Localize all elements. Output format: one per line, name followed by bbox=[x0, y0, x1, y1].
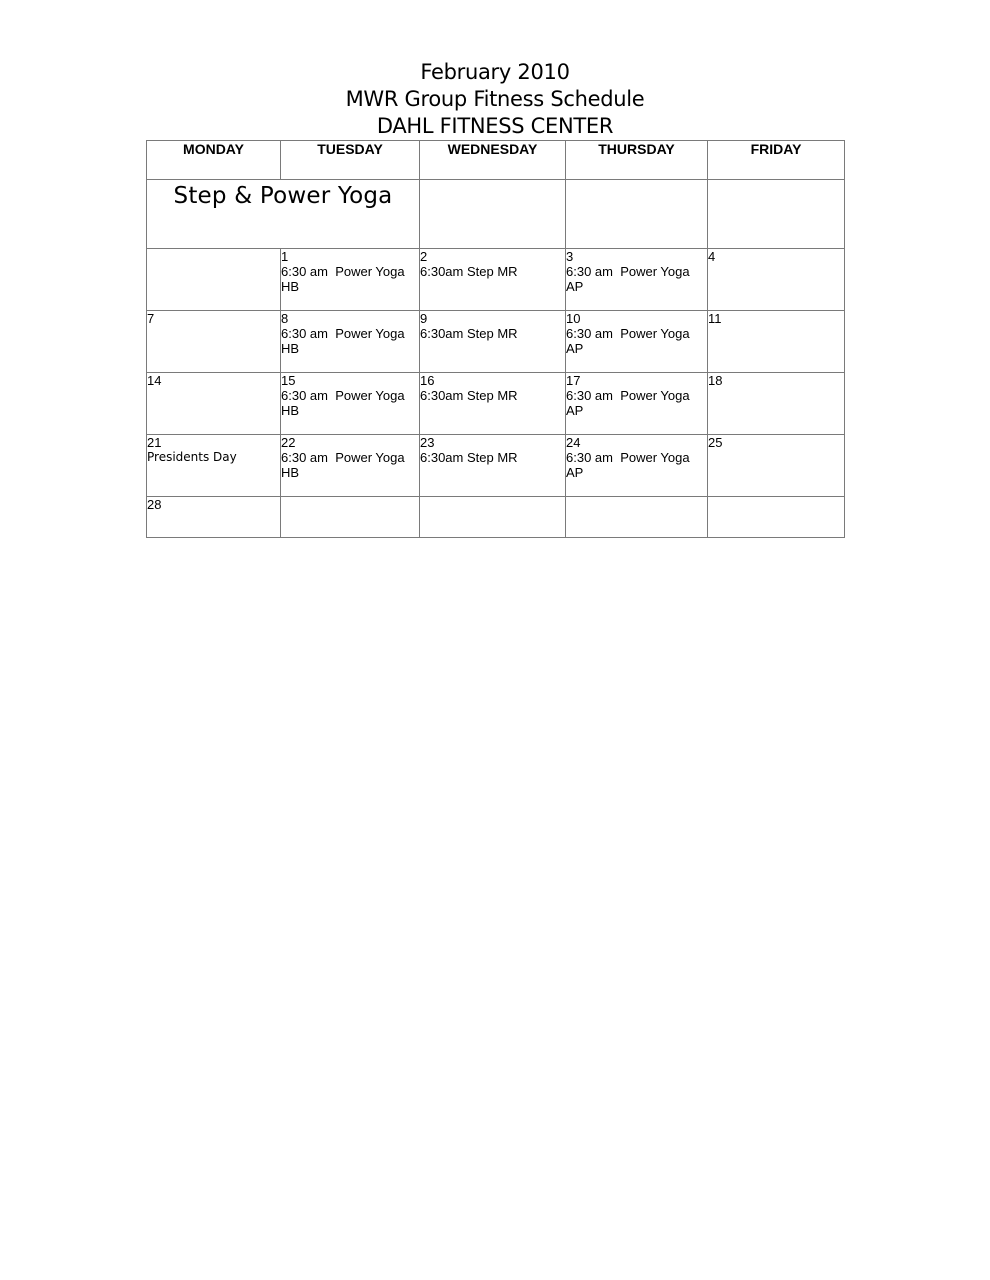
instructor: HB bbox=[281, 403, 300, 418]
class-entry: 6:30 am Power Yoga bbox=[566, 388, 690, 403]
day-cell-thursday bbox=[566, 249, 708, 311]
day-number: 9 bbox=[420, 311, 428, 326]
day-cell-monday bbox=[147, 497, 281, 538]
class-entry: 6:30 am Power Yoga bbox=[566, 264, 690, 279]
day-header-row bbox=[147, 141, 845, 180]
header-monday: MONDAY bbox=[147, 141, 281, 180]
day-number: 4 bbox=[708, 249, 716, 264]
day-cell-monday bbox=[147, 373, 281, 435]
week-row bbox=[147, 249, 845, 311]
empty-cell bbox=[420, 180, 566, 249]
holiday-label: Presidents Day bbox=[147, 450, 237, 464]
day-number: 15 bbox=[281, 373, 296, 388]
day-cell-tuesday bbox=[281, 249, 420, 311]
title-month: February 2010 bbox=[420, 60, 570, 84]
day-number: 23 bbox=[420, 435, 435, 450]
title-location: DAHL FITNESS CENTER bbox=[376, 114, 614, 138]
day-cell-wednesday bbox=[420, 373, 566, 435]
day-cell-tuesday bbox=[281, 373, 420, 435]
day-number: 21 bbox=[147, 435, 162, 450]
day-number: 7 bbox=[147, 311, 155, 326]
instructor: AP bbox=[566, 465, 584, 480]
class-entry: 6:30 am Power Yoga bbox=[566, 326, 690, 341]
class-entry: 6:30 am Power Yoga bbox=[281, 264, 405, 279]
class-entry: 6:30am Step MR bbox=[420, 326, 518, 341]
day-cell-friday bbox=[708, 311, 845, 373]
day-cell-thursday bbox=[566, 311, 708, 373]
day-number: 14 bbox=[147, 373, 162, 388]
instructor: HB bbox=[281, 341, 300, 356]
week-row bbox=[147, 311, 845, 373]
day-number: 22 bbox=[281, 435, 296, 450]
day-cell-monday bbox=[147, 435, 281, 497]
banner-row bbox=[147, 180, 845, 249]
class-entry: 6:30 am Power Yoga bbox=[281, 388, 405, 403]
empty-cell bbox=[420, 497, 566, 538]
class-entry: 6:30 am Power Yoga bbox=[281, 450, 405, 465]
week-row bbox=[147, 497, 845, 538]
header-tuesday: TUESDAY bbox=[281, 141, 420, 180]
day-number: 3 bbox=[566, 249, 574, 264]
empty-cell bbox=[708, 497, 845, 538]
header-friday: FRIDAY bbox=[708, 141, 845, 180]
day-number: 28 bbox=[147, 497, 162, 512]
instructor: AP bbox=[566, 341, 584, 356]
day-cell-tuesday bbox=[281, 311, 420, 373]
day-cell-wednesday bbox=[420, 249, 566, 311]
instructor: AP bbox=[566, 403, 584, 418]
day-number: 11 bbox=[708, 311, 722, 326]
day-cell-friday bbox=[708, 373, 845, 435]
header-wednesday: WEDNESDAY bbox=[420, 141, 566, 180]
schedule-title bbox=[0, 59, 990, 140]
schedule-table bbox=[146, 140, 845, 538]
empty-cell bbox=[708, 180, 845, 249]
week-row bbox=[147, 435, 845, 497]
day-cell-wednesday bbox=[420, 311, 566, 373]
day-number: 25 bbox=[708, 435, 723, 450]
class-entry: 6:30am Step MR bbox=[420, 388, 518, 403]
empty-cell bbox=[281, 497, 420, 538]
instructor: HB bbox=[281, 279, 300, 294]
day-cell-thursday bbox=[566, 435, 708, 497]
day-number: 17 bbox=[566, 373, 581, 388]
day-number: 24 bbox=[566, 435, 581, 450]
class-entry: 6:30 am Power Yoga bbox=[566, 450, 690, 465]
day-number: 18 bbox=[708, 373, 723, 388]
day-cell-friday bbox=[708, 435, 845, 497]
instructor: AP bbox=[566, 279, 584, 294]
day-cell-monday bbox=[147, 311, 281, 373]
day-cell-friday bbox=[708, 249, 845, 311]
banner-cell bbox=[147, 180, 420, 249]
class-banner: Step & Power Yoga bbox=[173, 183, 393, 209]
day-number: 1 bbox=[281, 249, 289, 264]
day-number: 2 bbox=[420, 249, 428, 264]
class-entry: 6:30 am Power Yoga bbox=[281, 326, 405, 341]
header-thursday: THURSDAY bbox=[566, 141, 708, 180]
day-cell-tuesday bbox=[281, 435, 420, 497]
title-schedule-name: MWR Group Fitness Schedule bbox=[345, 87, 645, 111]
day-cell-thursday bbox=[566, 373, 708, 435]
day-number: 8 bbox=[281, 311, 289, 326]
day-number: 10 bbox=[566, 311, 581, 326]
class-entry: 6:30am Step MR bbox=[420, 264, 518, 279]
class-entry: 6:30am Step MR bbox=[420, 450, 518, 465]
day-number: 16 bbox=[420, 373, 435, 388]
empty-cell bbox=[566, 497, 708, 538]
week-row bbox=[147, 373, 845, 435]
instructor: HB bbox=[281, 465, 300, 480]
day-cell-monday bbox=[147, 249, 281, 311]
day-cell-wednesday bbox=[420, 435, 566, 497]
empty-cell bbox=[566, 180, 708, 249]
